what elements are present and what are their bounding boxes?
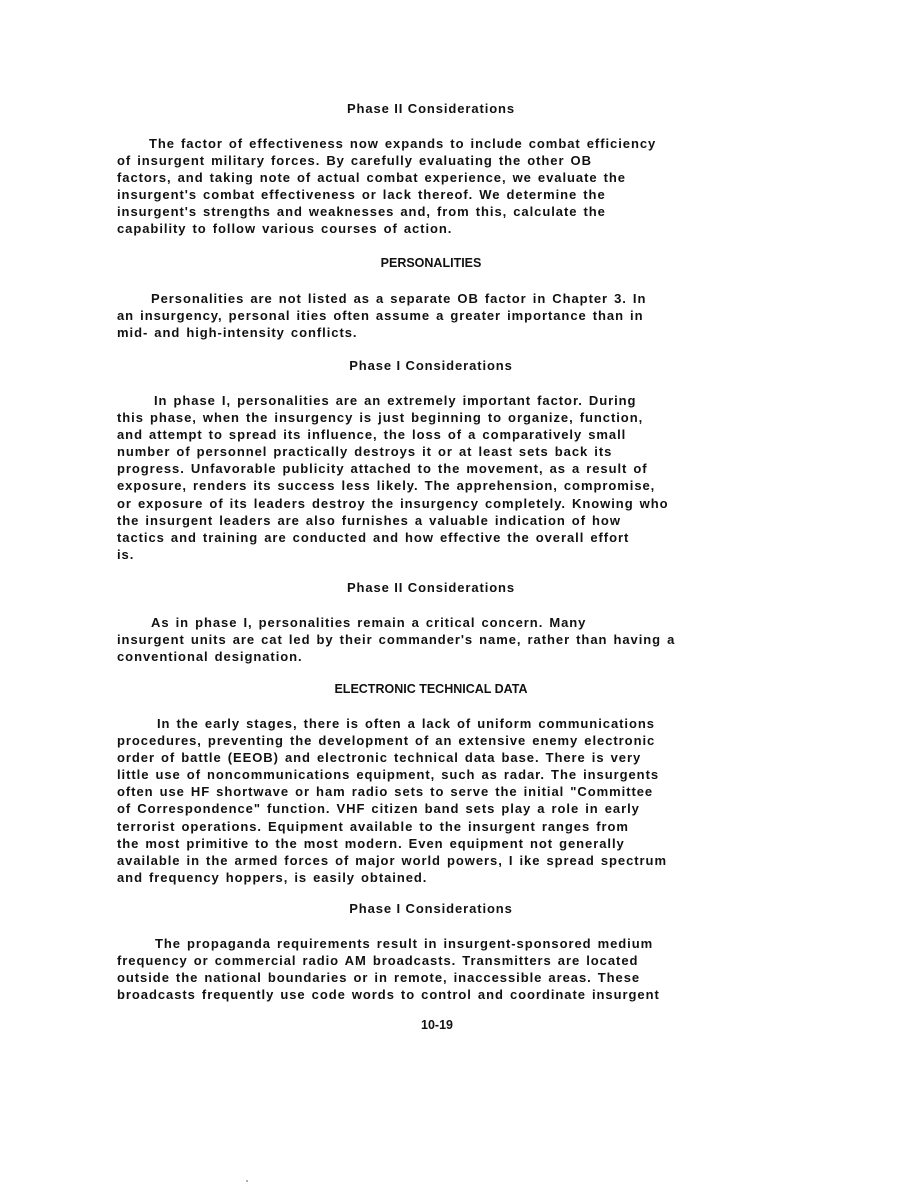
text-line: this phase, when the insurgency is just beginning to organize, function, (117, 410, 644, 426)
text-line: of insurgent military forces. By carefully evaluating the other OB (117, 153, 592, 169)
text-line: capability to follow various courses of action. (117, 221, 453, 237)
paragraph (117, 392, 757, 563)
text-line: insurgent's combat effectiveness or lack thereof. We determine the (117, 187, 606, 203)
section-heading: Phase I Considerations (349, 901, 513, 916)
text-line: number of personnel practically destroys it or at least sets back its (117, 444, 613, 460)
text-line: or exposure of its leaders destroy the insurgency completely. Knowing who (117, 495, 669, 511)
text-line: As in phase I, personalities remain a critical concern. Many (151, 615, 587, 630)
text-line: often use HF shortwave or ham radio sets to serve the initial "Committee (117, 784, 654, 800)
text-line: outside the national boundaries or in remote, inaccessible areas. These (117, 970, 641, 986)
text-line: The factor of effectiveness now expands to include combat efficiency (149, 136, 657, 151)
section-heading: ELECTRONIC TECHNICAL DATA (334, 682, 528, 696)
text-line: progress. Unfavorable publicity attached to the movement, as a result of (117, 461, 648, 477)
text-line: procedures, preventing the development of an extensive enemy electronic (117, 733, 656, 749)
paragraph (117, 935, 757, 1003)
text-line: factors, and taking note of actual combat experience, we evaluate the (117, 170, 626, 186)
text-line: exposure, renders its success less likely. The apprehension, compromise, (117, 478, 656, 494)
text-line: insurgent's strengths and weaknesses and, from this, calculate the (117, 204, 606, 220)
text-line: conventional designation. (117, 649, 303, 665)
text-line: the most primitive to the most modern. Even equipment not generally (117, 835, 625, 851)
text-line: In the early stages, there is often a lack of uniform communications (157, 716, 655, 731)
paragraph (117, 290, 757, 341)
page-number: 10-19 (421, 1018, 453, 1032)
text-line: an insurgency, personal ities often assume a greater importance than in (117, 308, 644, 324)
section-heading: Phase I Considerations (349, 358, 513, 373)
text-line: insurgent units are cat led by their commander's name, rather than having a (117, 632, 676, 648)
text-line: the insurgent leaders are also furnishes a valuable indication of how (117, 512, 621, 528)
text-line: frequency or commercial radio AM broadcasts. Transmitters are located (117, 953, 639, 969)
section-heading: Phase II Considerations (346, 580, 516, 595)
section-heading: PERSONALITIES (380, 256, 482, 270)
text-line: order of battle (EEOB) and electronic technical data base. There is very (117, 750, 642, 766)
text-line: mid- and high-intensity conflicts. (117, 325, 358, 341)
paragraph (117, 614, 757, 665)
text-line: and attempt to spread its influence, the loss of a comparatively small (117, 427, 627, 443)
scan-speck (246, 1180, 248, 1182)
text-line: and frequency hoppers, is easily obtained. (117, 869, 428, 885)
text-line: available in the armed forces of major world powers, I ike spread spectrum (117, 852, 667, 868)
paragraph (117, 715, 757, 886)
text-line: is. (117, 546, 135, 562)
text-line: little use of noncommunications equipment, such as radar. The insurgents (117, 767, 660, 783)
paragraph (117, 135, 757, 238)
text-line: terrorist operations. Equipment available to the insurgent ranges from (117, 818, 629, 834)
text-line: of Correspondence" function. VHF citizen band sets play a role in early (117, 801, 640, 817)
text-line: The propaganda requirements result in insurgent-sponsored medium (155, 936, 654, 951)
text-line: tactics and training are conducted and how effective the overall effort (117, 529, 630, 545)
text-line: In phase I, personalities are an extremely important factor. During (154, 393, 637, 408)
text-line: Personalities are not listed as a separate OB factor in Chapter 3. In (151, 291, 647, 306)
section-heading: Phase II Considerations (346, 101, 516, 116)
text-line: broadcasts frequently use code words to control and coordinate insurgent (117, 987, 660, 1003)
